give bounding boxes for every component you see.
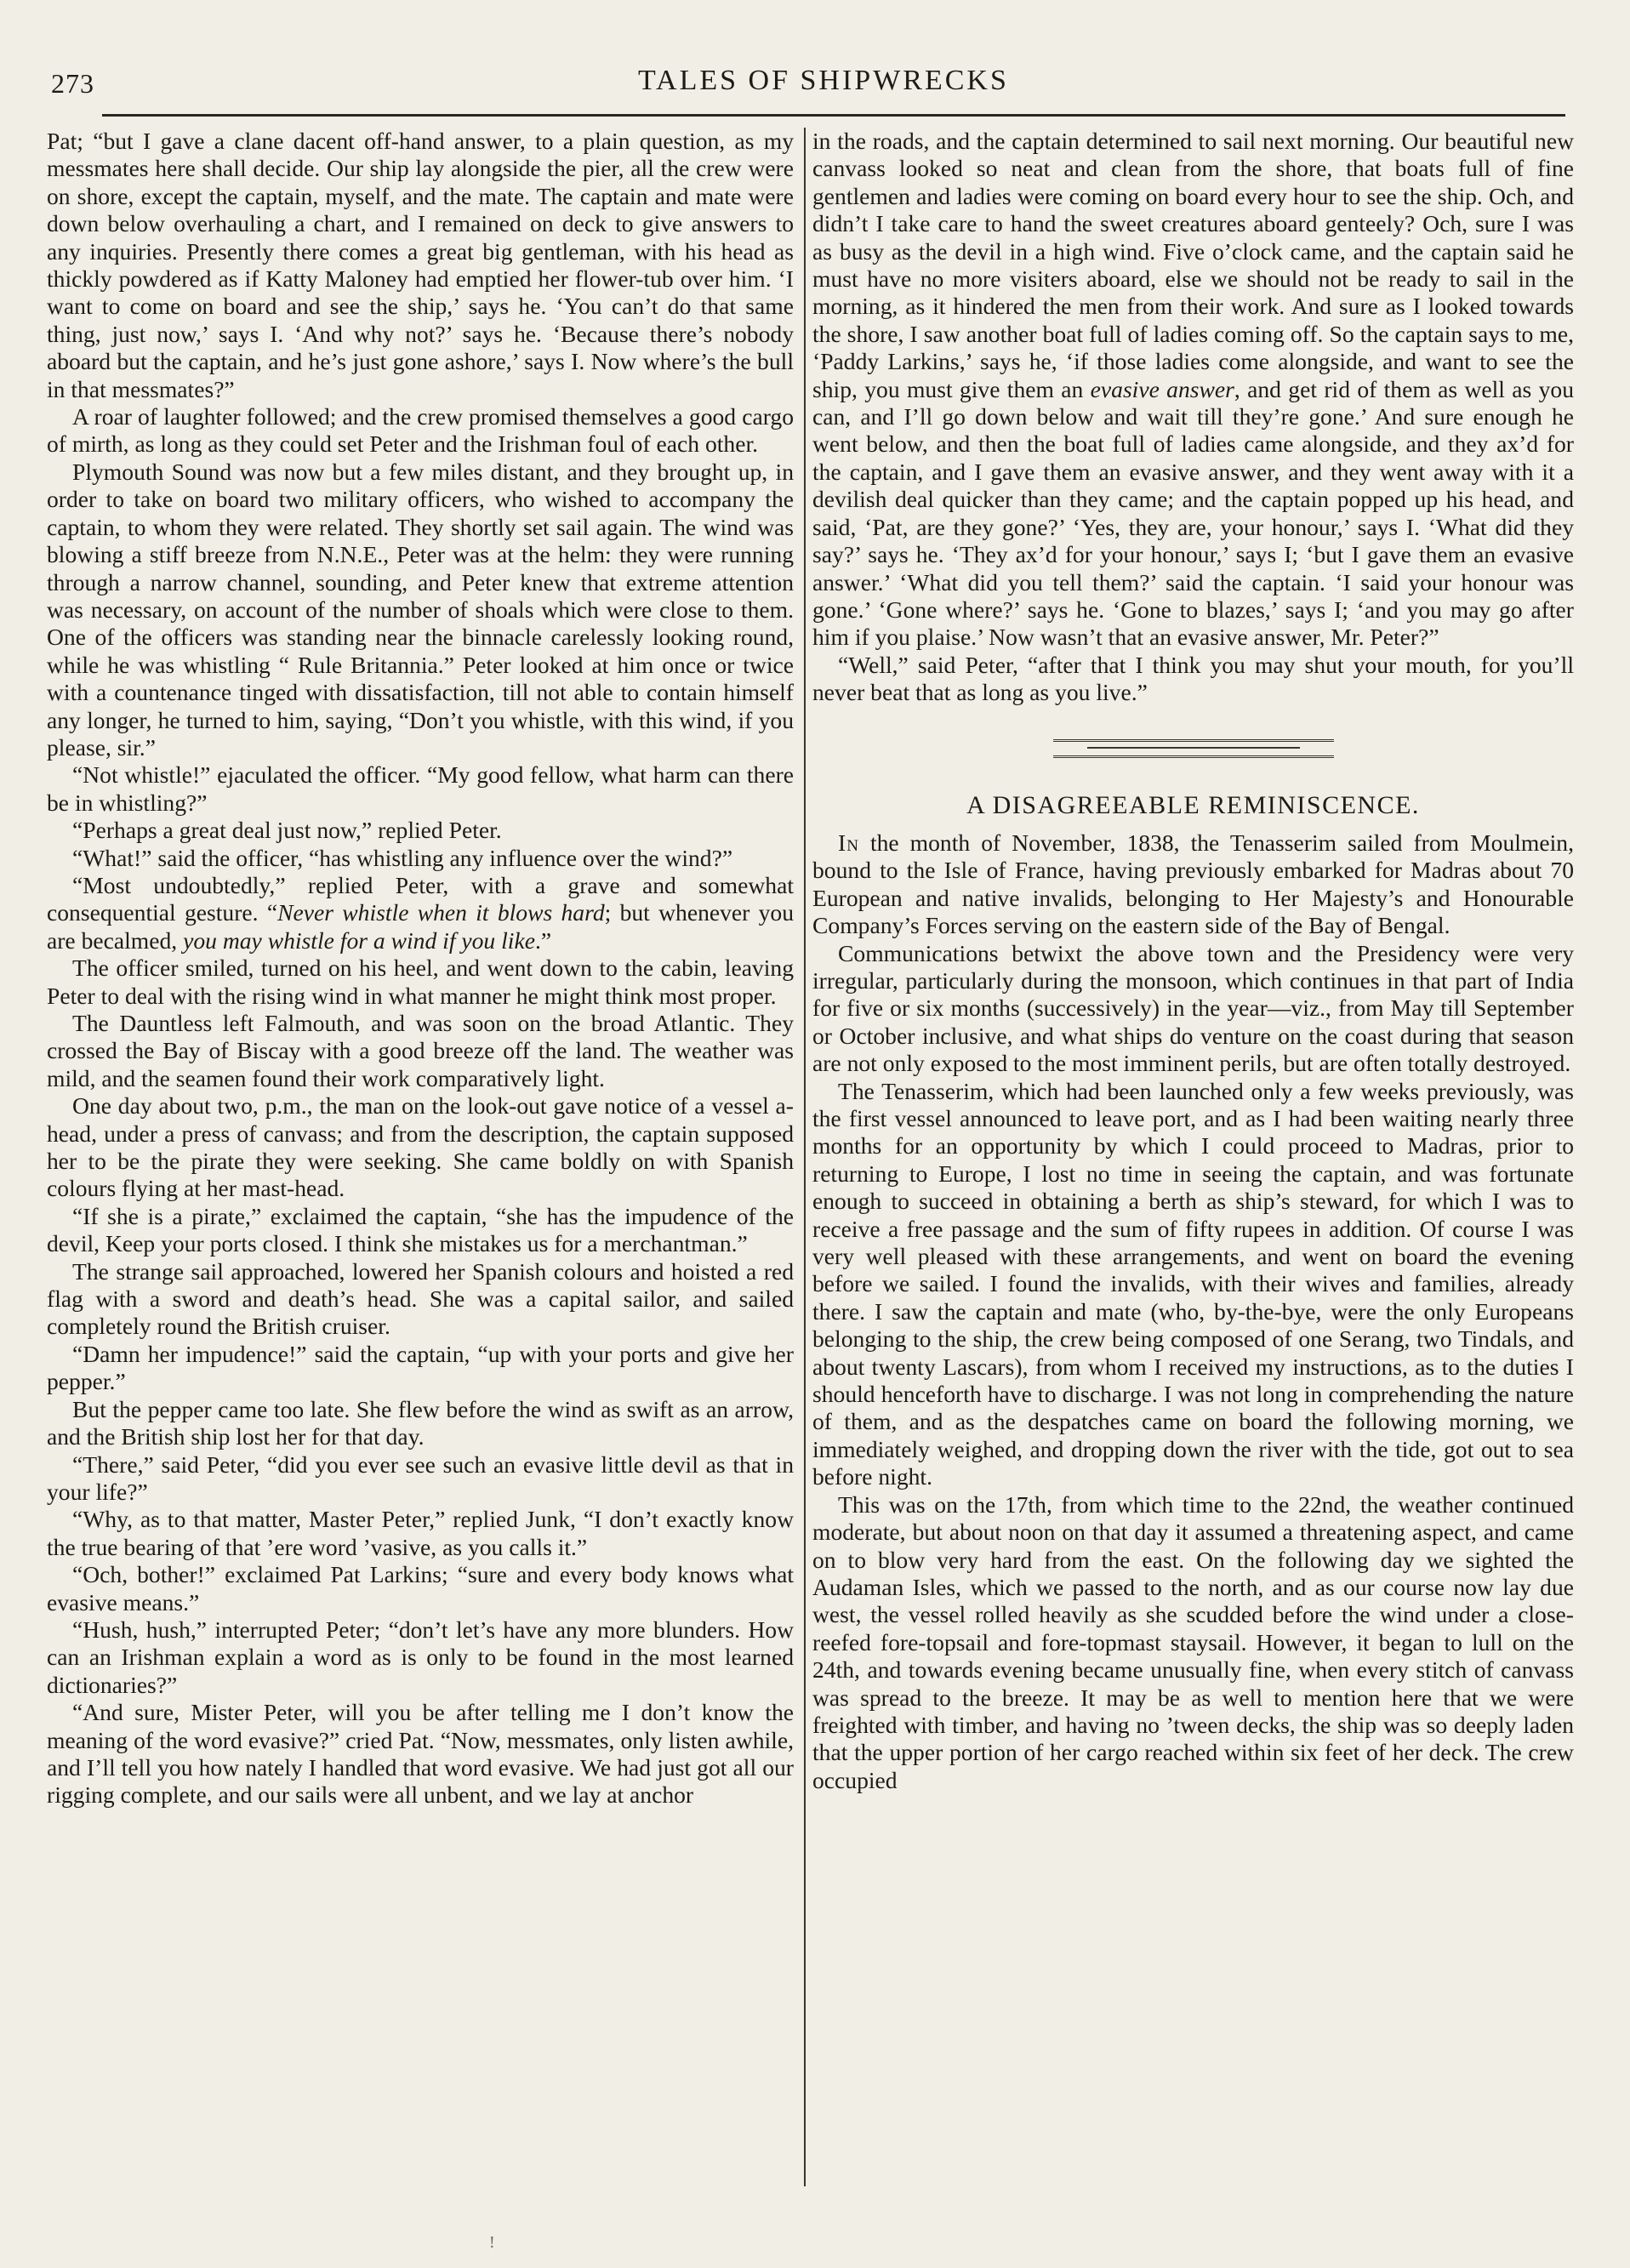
paragraph: “Och, bother!” exclaimed Pat Larkins; “sure and every body knows what evasive means.” [47,1561,794,1616]
paragraph: The officer smiled, turned on his heel, and went down to the cabin, leaving Peter to deal with the rising wind in what manner he might think most proper. [47,954,794,1009]
paragraph: Communications betwixt the above town and the Presidency were very irregular, particularly during the monsoon, which continues in that part of India for five or six months (successively) in the year—viz., from May till September or October inclusive, and what ships do venture on the coast during that season are not only exposed to the most imminent perils, but are often totally destroyed. [812,939,1574,1077]
paragraph: “Well,” said Peter, “after that I think you may shut your mouth, for you’ll never beat that as long as you live.” [812,651,1574,706]
page-header [43,61,1565,104]
paragraph: Pat; “but I gave a clane dacent off-hand answer, to a plain question, as my messmates here shall decide. Our ship lay alongside the pier, all the crew were on shore, except the captain, myself, and the mate. The captain and mate were down below overhauling a chart, and I remained on deck to give answers to any inquiries. Presently there comes a great big gentleman, with his head as thickly powdered as if Katty Maloney had emptied her flower-tub over him. ‘I want to come on board and see the ship,’ says he. ‘You can’t do that same thing, just now,’ says I. ‘And why not?’ says he. ‘Because there’s nobody aboard but the captain, and he’s just gone ashore,’ says I. Now where’s the bull in that messmates?” [47,128,794,402]
section-heading: A DISAGREEABLE REMINISCENCE. [966,790,1420,819]
right-column [812,128,1574,1794]
paragraph: The Tenasserim, which had been launched only a few weeks previously, was the first vessel announced to leave port, and as I had been waiting nearly three months for an opportunity by which I could proceed to Madras, prior to returning to Europe, I lost no time in seeing the captain, and was fortunate enough to succeed in obtaining a berth as ship’s steward, for which I was to receive a free passage and the sum of fifty rupees in addition. Of course I was very well pleased with these arrangements, and went on board the evening before we sailed. I found the invalids, with their wives and families, already there. I saw the captain and mate (who, by-the-bye, were the only Europeans belonging to the ship, the crew being composed of one Serang, two Tindals, and about twenty Lascars), from whom I received my instructions, as to the duties I should henceforth have to discharge. I was not long in comprehending the nature of them, and as the despatches came on board the following morning, we immediately weighed, and dropping down the river with the tide, got out to sea before night. [812,1077,1574,1490]
header-rule [102,114,1565,117]
paragraph: “If she is a pirate,” exclaimed the captain, “she has the impudence of the devil, Keep your ports closed. I think she mistakes us for a merchantman.” [47,1202,794,1257]
page-number: 273 [51,68,94,99]
paragraph: “What!” said the officer, “has whistling any influence over the wind?” [72,844,733,871]
paragraph: One day about two, p.m., the man on the look-out gave notice of a vessel a-head, under a press of canvass; and from the description, the captain supposed her to be the pirate they were seeking. She came boldly on with Spanish colours flying at her mast-head. [47,1092,794,1202]
paragraph: This was on the 17th, from which time to the 22nd, the weather continued moderate, but about noon on that day it assumed a threatening aspect, and came on to blow very hard from the east. On the following day we sighted the Audaman Isles, which we passed to the north, and as our course now lay due west, the vessel rolled heavily as she scudded before the wind under a close-reefed fore-topsail and fore-topmast staysail. However, it began to lull on the 24th, and towards evening became unusually fine, when every stitch of canvass was spread to the breeze. It may be as well to mention here that we were freighted with timber, and having no ’tween decks, the ship was so deeply laden that the upper portion of her cargo reached within six feet of her deck. The crew occupied [812,1490,1574,1793]
paragraph: “There,” said Peter, “did you ever see such an evasive little devil as that in your life?” [47,1450,794,1505]
paragraph: “Damn her impudence!” said the captain, “up with your ports and give her pepper.” [47,1340,794,1395]
paragraph: in the roads, and the captain determined to sail next morning. Our beautiful new canvass looked so neat and clean from the shore, that boats full of fine gentlemen and ladies were coming on board every hour to see the ship. Och, and didn’t I take care to hand the sweet creatures aboard genteely? Och, sure I was as busy as the devil in a high wind. Five o’clock came, and the captain said he must have no more visiters aboard, else we should not be ready to sail in the morning, as it hindered the men from their work. And sure as I looked towards the shore, I saw another boat full of ladies coming off. So the captain says to me, ‘Paddy Larkins,’ says he, ‘if those ladies come alongside, and want to see the ship, you must give them an evasive answer, and get rid of them as well as you can, and I’ll go down below and wait till they’re gone.’ And sure enough he went below, and then the boat full of ladies came alongside, and they ax’d for the captain, and I gave them an evasive answer, and they went away with it a devilish deal quicker than they came; and the captain popped up his head, and said, ‘Pat, are they gone?’ ‘Yes, they are, your honour,’ says I. ‘What did they say?’ says he. ‘They ax’d for your honour,’ says I; ‘but I gave them an evasive answer.’ ‘What did you tell them?’ said the captain. ‘I said your honour was gone.’ ‘Gone where?’ says he. ‘Gone to blazes,’ says I; ‘and you may go after him if you plaise.’ Now wasn’t that an evasive answer, Mr. Peter?” [812,128,1574,651]
italic-text: Never whistle when it blows hard [277,899,605,926]
italic-text: evasive answer [1090,375,1234,402]
paragraph: A roar of laughter followed; and the crew promised themselves a good cargo of mirth, as long as they could set Peter and the Irishman foul of each other. [47,403,794,458]
paragraph: The Dauntless left Falmouth, and was soon on the broad Atlantic. They crossed the Bay of Biscay with a good breeze off the land. The weather was mild, and the seamen found their work comparatively light. [47,1010,794,1091]
paragraph: In the month of November, 1838, the Tenasserim sailed from Moulmein, bound to the Isle of France, having previously embarked for Madras about 70 European and native invalids, belonging to Her Majesty’s and Honourable Company’s Forces serving on the eastern side of the Bay of Bengal. [812,829,1574,939]
section-ornament [1053,739,1334,758]
paragraph: “Hush, hush,” interrupted Peter; “don’t let’s have any more blunders. How can an Irishman explain a word as is only to be found in the most learned dictionaries?” [47,1616,794,1698]
italic-text: you may whistle for a wind if you like [183,926,535,954]
footer-mark: ! [489,2233,495,2252]
column-divider [804,128,806,2186]
running-title: TALES OF SHIPWRECKS [638,65,1009,96]
paragraph: “Not whistle!” ejaculated the officer. “My good fellow, what harm can there be in whistling?” [47,761,794,816]
paragraph: “Perhaps a great deal just now,” replied Peter. [72,817,502,844]
paragraph: But the pepper came too late. She flew before the wind as swift as an arrow, and the British ship lost her for that day. [47,1395,794,1450]
paragraph: “Most undoubtedly,” replied Peter, with a grave and somewhat consequential gesture. “Never whistle when it blows hard; but whenever you are becalmed, you may whistle for a wind if you like.” [47,871,795,954]
paragraph: Plymouth Sound was now but a few miles distant, and they brought up, in order to take on board two military officers, who wished to accompany the captain, to whom they were related. They shortly set sail again. The wind was blowing a stiff breeze from N.N.E., Peter was at the helm: they were running through a narrow channel, sounding, and Peter knew that extreme attention was necessary, on account of the number of shoals which were close to them. One of the officers was standing near the binnacle carelessly looking round, while he was whistling “ Rule Britannia.” Peter looked at him once or twice with a countenance tinged with dissatisfaction, till not able to contain himself any longer, he turned to him, saying, “Don’t you whistle, with this wind, if you please, sir.” [47,458,794,761]
paragraph: “Why, as to that matter, Master Peter,” replied Junk, “I don’t exactly know the true bearing of that ’ere word ’vasive, as you calls it.” [47,1506,794,1560]
left-column [47,128,794,1809]
opening-word: In [838,829,859,856]
paragraph: “And sure, Mister Peter, will you be after telling me I don’t know the meaning of the word evasive?” cried Pat. “Now, messmates, only listen awhile, and I’ll tell you how nately I handled that word evasive. We had just got all our rigging complete, and our sails were all unbent, and we lay at anchor [47,1699,794,1809]
paragraph: The strange sail approached, lowered her Spanish colours and hoisted a red flag with a sword and death’s head. She was a capital sailor, and sailed completely round the British cruiser. [47,1257,794,1340]
